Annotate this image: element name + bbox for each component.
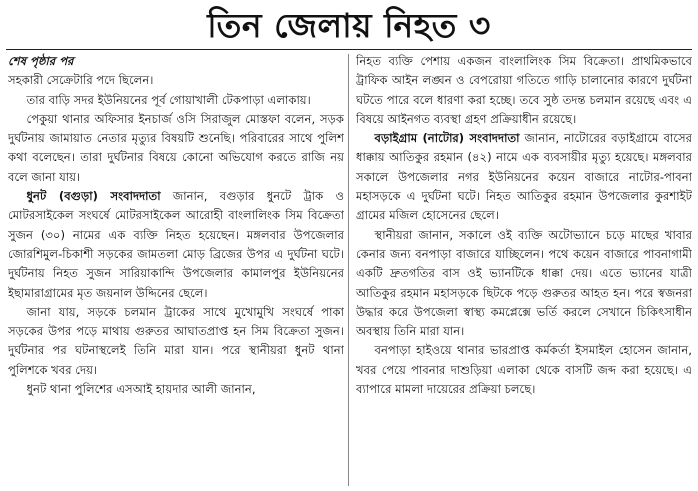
paragraph-text: সহকারী সেক্রেটারি পদে ছিলেন। (8, 73, 154, 88)
paragraph-text: স্থানীয়রা জানান, সকালে ওই ব্যক্তি অটোভ্যানে চড়ে মাছের খাবার কেনার জন্য বনপাড়া বাজারে যাচ্ছিলেন। পথে কয়েন বাজারে পাবনাগামী একটি দ্রুতগতির বাস ওই ভ্যানটিকে ধাক্কা দেয়। এতে ভ্যানের যাত্রী আতিকুর রহমান মহাসড়কে ছিটকে পড়ে গুরুতর আহত হন। পরে স্বজনরা উদ্ধার করে উপজেলা স্বাস্থ্য কমপ্লেক্সে ভর্তি করলে সেখানে চিকিৎসাধীন অবস্থায় তিনি মারা যান। (356, 227, 692, 339)
headline-rule (6, 49, 692, 50)
paragraph-text: বনপাড়া হাইওয়ে থানার ভারপ্রাপ্ত কর্মকর্তা ইসমাইল হোসেন জানান, খবর পেয়ে পাবনার দাশুড়িয়া এলাকা থেকে বাসটি জব্দ করা হয়েছে। এ ব্যাপারে মামলা দায়েরের প্রক্রিয়া চলছে। (356, 343, 692, 397)
headline: তিন জেলায় নিহত ৩ (207, 6, 491, 45)
left-column (8, 52, 344, 486)
paragraph (356, 129, 692, 225)
paragraph (8, 110, 344, 187)
dateline-lead: বড়াইগ্রাম (নাটোর) সংবাদদাতা (374, 131, 520, 146)
dateline-lead: ধুনট (বগুড়া) সংবাদদাতা (26, 189, 161, 204)
paragraph-text: জানান, নাটোরের বড়াইগ্রামে বাসের ধাক্কায় আতিকুর রহমান (৪২) নামে এক ব্যবসায়ীর মৃত্যু হয়েছে। মঙ্গলবার সকালে উপজেলার নগর ইউনিয়নের কয়েন বাজারে নাটোর-পাবনা মহাসড়কে এ দুর্ঘটনা ঘটে। নিহত আতিকুর রহমান উপজেলার কুরশাইট গ্রামের মজিল হোসেনের ছেলে। (356, 131, 692, 223)
paragraph (356, 52, 692, 129)
paragraph (356, 341, 692, 399)
paragraph (8, 380, 344, 399)
paragraph-text: জানা যায়, সড়কে চলমান ট্রাকের সাথে মুখোমুখি সংঘর্ষে পাকা সড়কের উপর পড়ে মাথায় গুরুতর আঘাতপ্রাপ্ত হন সিম বিক্রেতা সুজন। দুর্ঘটনার পর ঘটনাস্থলেই তিনি মারা যান। পরে স্থানীয়রা ধুনট থানা পুলিশকে খবর দেয়। (8, 304, 344, 377)
continuation-kicker: শেষ পৃষ্ঠার পর (8, 54, 74, 68)
paragraph (8, 91, 344, 110)
right-column (356, 52, 692, 486)
paragraph-text: ধুনট থানা পুলিশের এসআই হায়দার আলী জানান, (26, 382, 256, 397)
paragraph (356, 226, 692, 342)
paragraph-text: তার বাড়ি সদর ইউনিয়নের পূর্ব গোয়াখালী টেকপাড়া এলাকায়। (26, 92, 311, 107)
paragraph-text: নিহত ব্যক্তি পেশায় একজন বাংলালিংক সিম বিক্রেতা। প্রাথমিকভাবে ট্রাফিক আইন লঙ্ঘন ও বেপরোয়া গতিতে গাড়ি চালানোর কারণে দুর্ঘটনা ঘটতে পারে বলে ধারণা করা হচ্ছে। তবে সুষ্ঠ তদন্ত চলমান রয়েছে এবং এ বিষয়ে আইনগত ব্যবস্থা গ্রহণ প্রক্রিয়াধীন রয়েছে। (356, 54, 692, 126)
paragraph (8, 71, 344, 90)
paragraph (8, 303, 344, 380)
paragraph (8, 187, 344, 303)
column-divider (348, 54, 349, 486)
paragraph-text: পেকুয়া থানার অফিসার ইনচার্জ ওসি সিরাজুল মোস্তফা বলেন, সড়ক দুর্ঘটনায় জামায়াত নেতার মৃত্যুর বিষয়টি শুনেছি। পরিবারের সাথে পুলিশ কথা বলেছেন। তারা দুর্ঘটনার বিষয়ে কোনো অভিযোগ করতে রাজি নয় বলে জানা যায়। (8, 111, 344, 184)
paragraph-text: জানান, বগুড়ার ধুনটে ট্রাক ও মোটরসাইকেল সংঘর্ষে মোটরসাইকেল আরোহী বাংলালিংক সিম বিক্রেতা সুজন (৩০) নামের এক ব্যক্তি নিহত হয়েছেন। মঙ্গলবার উপজেলার জোরশিমুল-চিকাশী সড়কের জামতলা মোড় ব্রিজের উপর এ দুর্ঘটনা ঘটে। দুর্ঘটনায় নিহত সুজন সারিয়াকান্দি উপজেলার কামালপুর ইউনিয়নের ইছামারাগ্রামের মৃত জয়নাল উদ্দিনের ছেলে। (8, 189, 344, 300)
